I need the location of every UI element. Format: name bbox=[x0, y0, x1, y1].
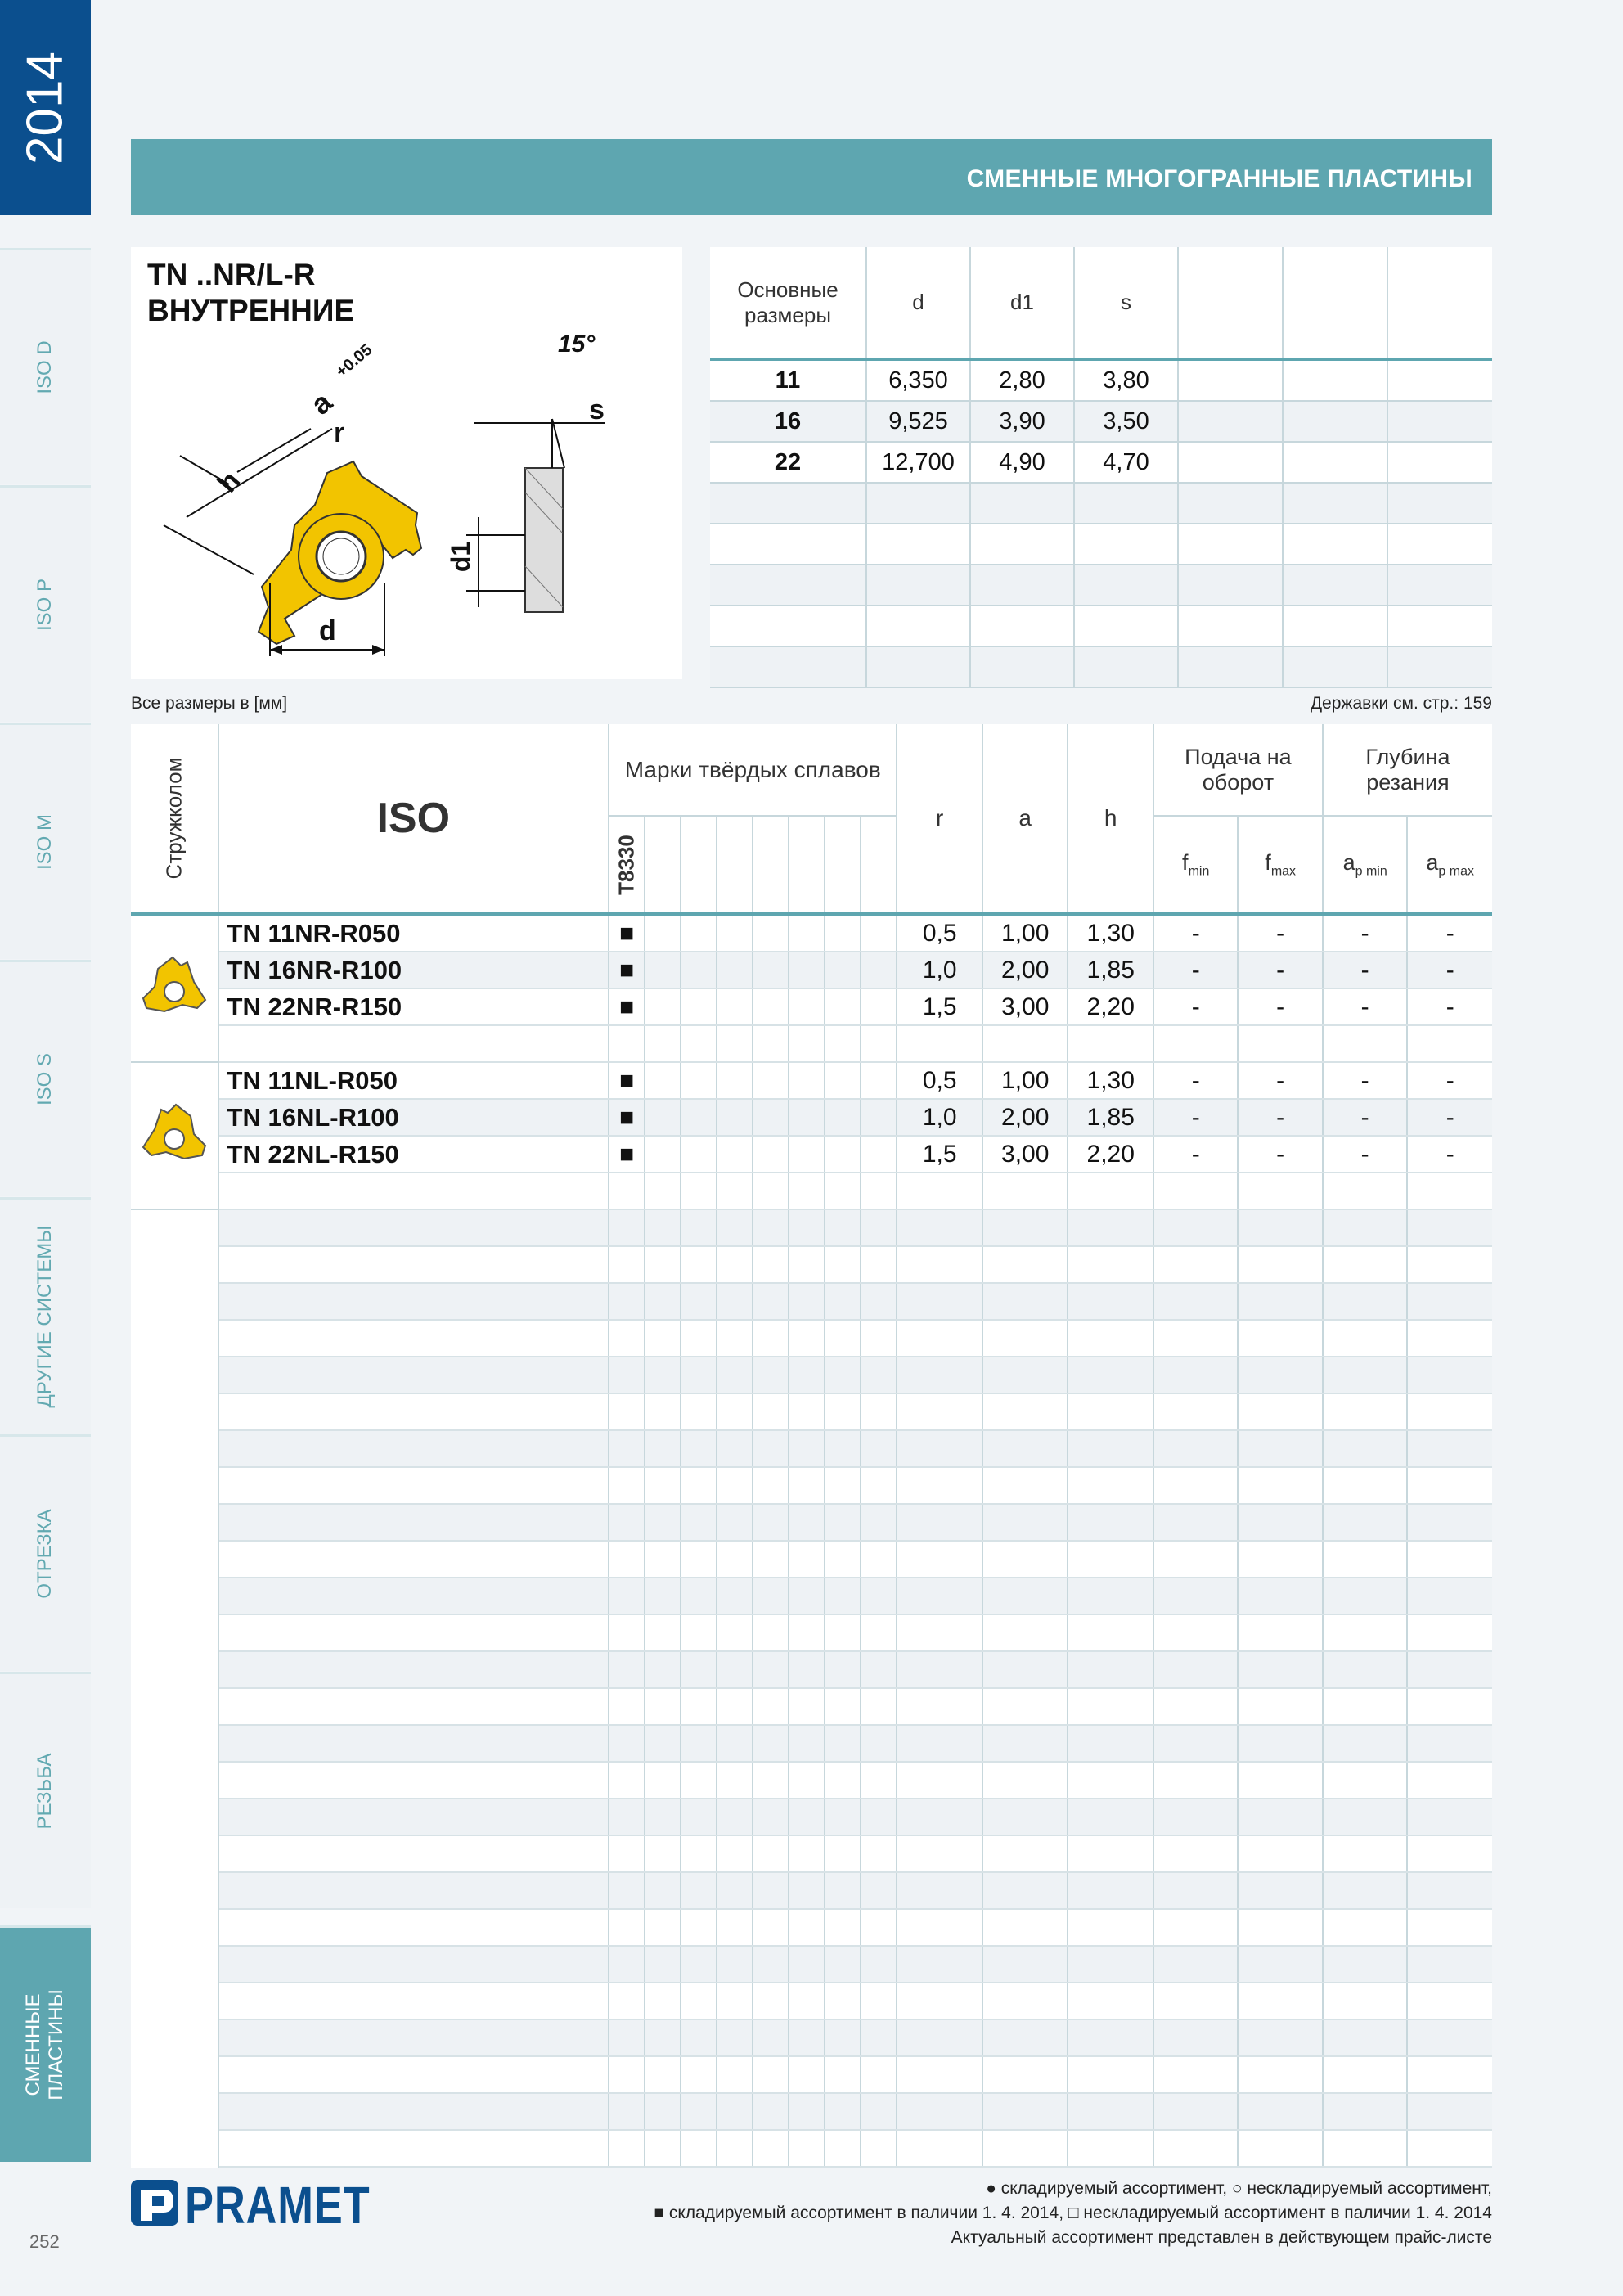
table-row-empty bbox=[131, 1320, 1492, 1357]
col-r: r bbox=[897, 724, 982, 914]
label-s: s bbox=[589, 394, 605, 425]
table-row: TN 22NL-R150 ■ 1,5 3,00 2,20 - - - - bbox=[131, 1136, 1492, 1173]
table-row-empty bbox=[131, 1614, 1492, 1651]
legend-line-1: ● складируемый ассортимент, ○ нескладируемый ассортимент, bbox=[986, 2179, 1492, 2198]
side-tab-threading[interactable]: РЕЗЬБА bbox=[0, 1672, 91, 1908]
col-grade-t8330: T8330 bbox=[609, 816, 645, 914]
year-tab bbox=[0, 0, 91, 215]
side-tab-iso-p[interactable]: ISO P bbox=[0, 485, 91, 722]
table-row-empty bbox=[131, 1541, 1492, 1578]
table-row-empty bbox=[131, 1651, 1492, 1688]
col-apmin: $a_{p min}$ bbox=[1323, 816, 1407, 914]
table-row-empty bbox=[131, 1467, 1492, 1504]
holders-page-link[interactable]: 159 bbox=[1463, 694, 1492, 713]
dims-header-s: s bbox=[1074, 247, 1178, 359]
insert-code[interactable]: TN 16NL-R100 bbox=[218, 1099, 609, 1136]
col-iso: ISO bbox=[218, 724, 609, 914]
table-row-empty bbox=[131, 1725, 1492, 1762]
col-fmin: $f_{min}$ bbox=[1153, 816, 1238, 914]
label-d: d bbox=[319, 615, 336, 646]
chipbreaker-cell bbox=[131, 914, 218, 1062]
table-row-empty bbox=[131, 2019, 1492, 2056]
table-header-row bbox=[131, 724, 1492, 816]
dims-header-d: d bbox=[866, 247, 970, 359]
table-row-spacer bbox=[131, 1173, 1492, 1209]
col-chipbreaker: Стружколом bbox=[131, 724, 218, 914]
header-band bbox=[131, 139, 1492, 215]
table-row-empty bbox=[131, 1799, 1492, 1835]
header-title: СМЕННЫЕ МНОГОГРАННЫЕ ПЛАСТИНЫ bbox=[966, 165, 1472, 192]
insert-icon bbox=[140, 954, 209, 1016]
table-row-empty bbox=[131, 1393, 1492, 1430]
dims-header-row bbox=[710, 247, 1492, 359]
table-row: TN 11NL-R050 ■ 0,5 1,00 1,30 - - - - bbox=[131, 1062, 1492, 1099]
table-row-empty bbox=[131, 1504, 1492, 1541]
dims-header-main: Основные размеры bbox=[710, 247, 866, 359]
chipbreaker-cell bbox=[131, 1062, 218, 1209]
side-tab-iso-s[interactable]: ISO S bbox=[0, 960, 91, 1196]
table-row: 16 9,525 3,90 3,50 bbox=[710, 401, 1492, 442]
table-row-empty bbox=[131, 1283, 1492, 1320]
holders-note: Державки см. стр.: 159 bbox=[1310, 694, 1492, 713]
table-row: 11 6,350 2,80 3,80 bbox=[710, 359, 1492, 401]
label-d1: d1 bbox=[446, 541, 476, 573]
table-row-empty bbox=[131, 1872, 1492, 1909]
label-angle: 15° bbox=[558, 331, 596, 358]
insert-code[interactable]: TN 11NL-R050 bbox=[218, 1062, 609, 1099]
insert-side-view bbox=[525, 468, 563, 612]
stock-mark: ■ bbox=[609, 952, 645, 988]
table-row-empty bbox=[131, 2093, 1492, 2130]
drawing-panel bbox=[131, 247, 682, 679]
table-row-empty bbox=[131, 1430, 1492, 1467]
side-tab-iso-d[interactable]: ISO D bbox=[0, 248, 91, 484]
insert-top-view bbox=[259, 461, 421, 644]
table-row-empty bbox=[131, 1578, 1492, 1614]
product-title: TN ..NR/L-R ВНУТРЕННИЕ bbox=[147, 258, 355, 327]
label-tolerance: +0.05 bbox=[332, 340, 376, 381]
units-note: Все размеры в [мм] bbox=[131, 694, 288, 713]
side-tab-iso-m[interactable]: ISO M bbox=[0, 723, 91, 959]
inserts-table bbox=[131, 724, 1492, 2168]
insert-drawing bbox=[131, 247, 682, 679]
insert-icon bbox=[140, 1101, 209, 1164]
legend-line-2: ■ складируемый ассортимент в паличии 1. 4. 2014, □ нескладируемый ассортимент в паличии 1. 4. 2014 bbox=[654, 2204, 1492, 2222]
table-row: TN 16NR-R100 ■ 1,0 2,00 1,85 - - - - bbox=[131, 952, 1492, 988]
dims-header-d1: d1 bbox=[970, 247, 1074, 359]
side-tab-parting[interactable]: ОТРЕЗКА bbox=[0, 1434, 91, 1671]
table-row-empty bbox=[131, 1983, 1492, 2019]
stock-mark: ■ bbox=[609, 988, 645, 1025]
table-row-empty bbox=[131, 1909, 1492, 1946]
stock-mark: ■ bbox=[609, 914, 645, 952]
col-h: h bbox=[1068, 724, 1153, 914]
table-row-empty bbox=[131, 1762, 1492, 1799]
stock-mark: ■ bbox=[609, 1062, 645, 1099]
table-row-empty bbox=[131, 1209, 1492, 1246]
label-h: h bbox=[211, 466, 247, 499]
legend-line-3: Актуальный ассортимент представлен в действующем прайс-листе bbox=[951, 2228, 1492, 2247]
table-row-empty bbox=[131, 1688, 1492, 1725]
dimensions-table bbox=[710, 247, 1492, 688]
table-row-empty bbox=[131, 1357, 1492, 1393]
logo-text: PRAMET bbox=[185, 2176, 371, 2235]
table-row: TN 11NR-R050 ■ 0,5 1,00 1,30 - - - - bbox=[131, 914, 1492, 952]
table-row-empty bbox=[131, 1946, 1492, 1983]
table-row-empty bbox=[131, 2056, 1492, 2093]
insert-code[interactable]: TN 22NL-R150 bbox=[218, 1136, 609, 1173]
side-tab-inserts[interactable]: СМЕННЫЕ ПЛАСТИНЫ bbox=[0, 1925, 91, 2162]
table-row-empty bbox=[131, 1246, 1492, 1283]
sidebar bbox=[0, 0, 91, 2296]
table-row-spacer bbox=[131, 1025, 1492, 1062]
label-a: a bbox=[303, 385, 339, 421]
stock-mark: ■ bbox=[609, 1099, 645, 1136]
label-r: r bbox=[334, 417, 345, 448]
col-a: a bbox=[982, 724, 1068, 914]
year-label: 2014 bbox=[16, 52, 74, 164]
col-fmax: $f_{max}$ bbox=[1238, 816, 1322, 914]
col-apmax: $a_{p max}$ bbox=[1407, 816, 1492, 914]
table-row: 22 12,700 4,90 4,70 bbox=[710, 442, 1492, 483]
table-row-empty bbox=[131, 1835, 1492, 1872]
side-tab-other-systems[interactable]: ДРУГИЕ СИСТЕМЫ bbox=[0, 1197, 91, 1434]
col-feed: Подача на оборот bbox=[1153, 724, 1323, 816]
table-row: TN 22NR-R150 ■ 1,5 3,00 2,20 - - - - bbox=[131, 988, 1492, 1025]
stock-mark: ■ bbox=[609, 1136, 645, 1173]
col-grades: Марки твёрдых сплавов bbox=[609, 724, 897, 816]
legend bbox=[654, 2177, 1492, 2250]
col-depth: Глубина резания bbox=[1323, 724, 1492, 816]
table-row: TN 16NL-R100 ■ 1,0 2,00 1,85 - - - - bbox=[131, 1099, 1492, 1136]
pramet-logo bbox=[131, 2177, 401, 2233]
insert-code[interactable]: TN 22NR-R150 bbox=[218, 988, 609, 1025]
page-number: 252 bbox=[29, 2231, 60, 2252]
table-row-empty bbox=[131, 2130, 1492, 2167]
insert-code[interactable]: TN 16NR-R100 bbox=[218, 952, 609, 988]
insert-code[interactable]: TN 11NR-R050 bbox=[218, 914, 609, 952]
